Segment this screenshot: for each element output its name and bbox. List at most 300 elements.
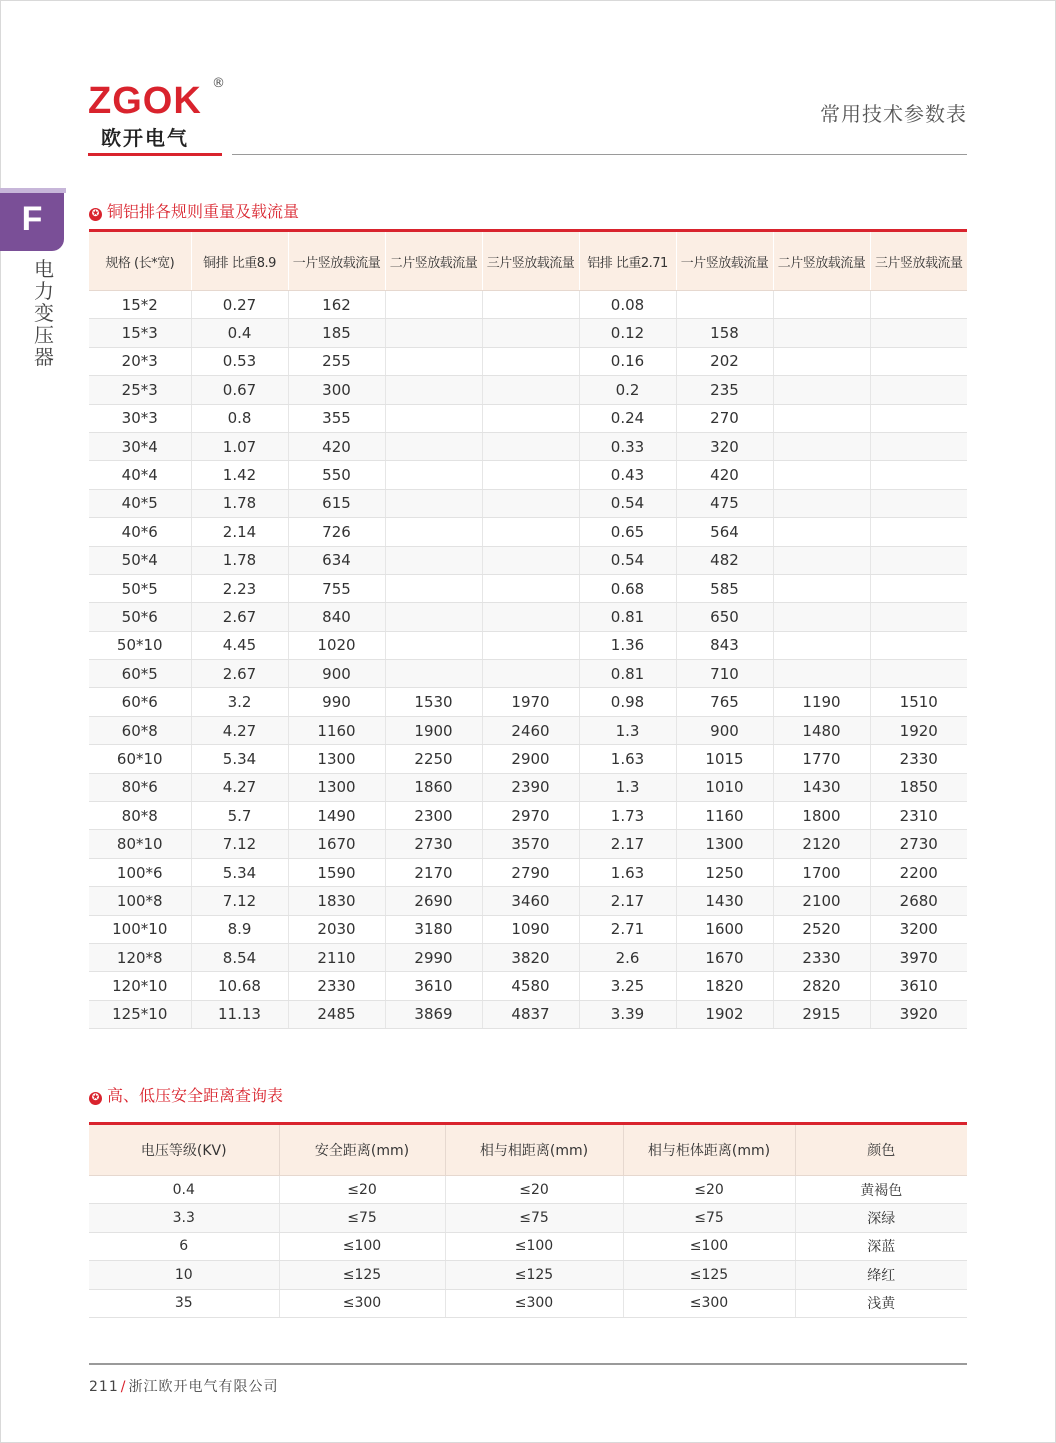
table-cell: 2030 [288, 915, 385, 943]
table-cell: 100*10 [89, 915, 191, 943]
table-cell: 185 [288, 319, 385, 347]
table-cell: 80*8 [89, 802, 191, 830]
table-cell: 355 [288, 404, 385, 432]
table-cell: 2330 [773, 943, 870, 971]
table-cell: 3570 [482, 830, 579, 858]
table-cell: 1.78 [191, 546, 288, 574]
table-cell [870, 631, 967, 659]
table-row [89, 376, 967, 404]
table-cell [385, 347, 482, 375]
busbar-table-header [89, 231, 967, 291]
table-row [89, 1000, 967, 1028]
table-cell [482, 660, 579, 688]
table-cell: 1250 [676, 858, 773, 886]
table-cell: 15*2 [89, 291, 191, 319]
table-cell: 615 [288, 489, 385, 517]
column-header: 一片竖放载流量 [288, 231, 385, 291]
page-number: 211 [89, 1379, 119, 1395]
table-cell: 1900 [385, 716, 482, 744]
table-cell: 浅黄 [795, 1289, 967, 1317]
table-cell: 1.3 [579, 716, 676, 744]
table-cell: ≤300 [279, 1289, 445, 1317]
table-cell [870, 518, 967, 546]
table-cell: ≤75 [623, 1204, 795, 1232]
table-cell: 1510 [870, 688, 967, 716]
table-cell: 50*5 [89, 574, 191, 602]
header-divider [232, 154, 967, 155]
table-cell: 2.6 [579, 943, 676, 971]
table-cell: 1860 [385, 773, 482, 801]
table-cell [385, 489, 482, 517]
table-cell [385, 631, 482, 659]
table-row [89, 915, 967, 943]
table-cell [870, 404, 967, 432]
table-cell: ≤100 [445, 1232, 623, 1260]
table-cell: 235 [676, 376, 773, 404]
table-cell: 2820 [773, 972, 870, 1000]
table-row [89, 802, 967, 830]
table-cell: 10.68 [191, 972, 288, 1000]
table-cell [385, 461, 482, 489]
table-cell: 2520 [773, 915, 870, 943]
logo-wordmark: ZGOK [88, 80, 202, 122]
table-cell: 1300 [676, 830, 773, 858]
table-cell [773, 546, 870, 574]
table-row [89, 716, 967, 744]
table-cell: 2.67 [191, 660, 288, 688]
page-footer [89, 1376, 278, 1396]
table-cell: 1430 [676, 887, 773, 915]
table-cell: 1020 [288, 631, 385, 659]
column-header: 安全距离(mm) [279, 1124, 445, 1176]
table-cell: 765 [676, 688, 773, 716]
table-row [89, 347, 967, 375]
table-cell: 482 [676, 546, 773, 574]
table-cell [870, 603, 967, 631]
safety-table-header [89, 1124, 967, 1176]
column-header: 铝排 比重2.71 [579, 231, 676, 291]
table-cell: 0.33 [579, 432, 676, 460]
section2-title [89, 1083, 283, 1106]
table-cell: 1830 [288, 887, 385, 915]
table-cell: 2.14 [191, 518, 288, 546]
table-cell: 1160 [288, 716, 385, 744]
table-cell: ≤125 [279, 1261, 445, 1289]
table-row [89, 489, 967, 517]
table-row [89, 1204, 967, 1232]
table-cell: 1700 [773, 858, 870, 886]
table-cell: 0.27 [191, 291, 288, 319]
table-cell: 40*6 [89, 518, 191, 546]
table-cell: 3200 [870, 915, 967, 943]
table-cell: ≤75 [279, 1204, 445, 1232]
table-cell: 0.4 [89, 1176, 279, 1204]
table-cell: 1430 [773, 773, 870, 801]
table-cell [870, 432, 967, 460]
table-cell: 2680 [870, 887, 967, 915]
table-cell: 80*10 [89, 830, 191, 858]
table-cell: 20*3 [89, 347, 191, 375]
table-cell: 2900 [482, 745, 579, 773]
table-cell: 990 [288, 688, 385, 716]
column-header: 一片竖放载流量 [676, 231, 773, 291]
table-cell: 0.67 [191, 376, 288, 404]
table-cell [773, 603, 870, 631]
table-row [89, 432, 967, 460]
table-cell [385, 546, 482, 574]
table-cell [482, 603, 579, 631]
table-cell: 2915 [773, 1000, 870, 1028]
table-cell: 1800 [773, 802, 870, 830]
table-cell [385, 376, 482, 404]
table-cell [482, 461, 579, 489]
table-cell: 0.2 [579, 376, 676, 404]
table-cell: 4.27 [191, 773, 288, 801]
table-cell: 2100 [773, 887, 870, 915]
table-row [89, 1289, 967, 1317]
table-cell [482, 291, 579, 319]
table-cell: 320 [676, 432, 773, 460]
table-cell: 270 [676, 404, 773, 432]
table-cell: ≤125 [445, 1261, 623, 1289]
table-cell [385, 291, 482, 319]
table-cell: 125*10 [89, 1000, 191, 1028]
table-cell: 50*6 [89, 603, 191, 631]
section-letter-tab: F [0, 193, 64, 251]
table-cell: 3869 [385, 1000, 482, 1028]
table-cell: 3.3 [89, 1204, 279, 1232]
column-header: 相与相距离(mm) [445, 1124, 623, 1176]
table-cell: ≤75 [445, 1204, 623, 1232]
table-cell: 4.45 [191, 631, 288, 659]
table-cell: 0.53 [191, 347, 288, 375]
table-cell [773, 574, 870, 602]
table-cell [773, 631, 870, 659]
table-cell: 1670 [676, 943, 773, 971]
section2-title-text: 高、低压安全距离查询表 [107, 1086, 284, 1105]
table-cell: 黄褐色 [795, 1176, 967, 1204]
table-cell: 2.71 [579, 915, 676, 943]
table-cell [482, 376, 579, 404]
table-cell: 15*3 [89, 319, 191, 347]
table-cell: 3820 [482, 943, 579, 971]
table-cell [482, 574, 579, 602]
table-cell: 25*3 [89, 376, 191, 404]
table-cell: 1530 [385, 688, 482, 716]
table-cell: 2310 [870, 802, 967, 830]
table-cell: 4.27 [191, 716, 288, 744]
table-cell [870, 291, 967, 319]
table-cell: 1670 [288, 830, 385, 858]
column-header: 电压等级(KV) [89, 1124, 279, 1176]
table-cell: 0.08 [579, 291, 676, 319]
table-cell: 1.42 [191, 461, 288, 489]
table-cell: 2730 [385, 830, 482, 858]
table-row [89, 518, 967, 546]
table-row [89, 972, 967, 1000]
table-cell: 2390 [482, 773, 579, 801]
table-cell: 50*4 [89, 546, 191, 574]
table-row [89, 688, 967, 716]
table-cell: 7.12 [191, 830, 288, 858]
safety-distance-table [89, 1122, 967, 1318]
table-cell [773, 461, 870, 489]
table-cell: 3180 [385, 915, 482, 943]
table-cell: 120*8 [89, 943, 191, 971]
table-cell: 1.36 [579, 631, 676, 659]
table-cell: 475 [676, 489, 773, 517]
table-cell [385, 432, 482, 460]
table-cell: 2110 [288, 943, 385, 971]
table-cell: ≤100 [279, 1232, 445, 1260]
table-row [89, 603, 967, 631]
table-cell: 100*8 [89, 887, 191, 915]
table-cell: 1.3 [579, 773, 676, 801]
footer-company: 浙江欧开电气有限公司 [128, 1379, 279, 1395]
table-row [89, 660, 967, 688]
table-row [89, 1232, 967, 1260]
table-cell: 650 [676, 603, 773, 631]
table-cell: 900 [288, 660, 385, 688]
table-cell: 2.67 [191, 603, 288, 631]
table-row [89, 631, 967, 659]
table-cell: 2970 [482, 802, 579, 830]
table-cell [870, 574, 967, 602]
table-cell [482, 404, 579, 432]
table-cell: 0.4 [191, 319, 288, 347]
logo-company-name: 欧开电气 [101, 126, 189, 150]
category-label: 电力变压器 [34, 257, 54, 369]
table-cell: 1970 [482, 688, 579, 716]
table-cell: 11.13 [191, 1000, 288, 1028]
table-cell [482, 489, 579, 517]
table-cell: 8.9 [191, 915, 288, 943]
table-cell: 2170 [385, 858, 482, 886]
table-cell: 2730 [870, 830, 967, 858]
table-cell: 1480 [773, 716, 870, 744]
table-cell: 1.63 [579, 858, 676, 886]
table-cell: 1.78 [191, 489, 288, 517]
table-row [89, 461, 967, 489]
table-cell: 2120 [773, 830, 870, 858]
table-cell: 60*6 [89, 688, 191, 716]
table-cell [482, 432, 579, 460]
table-cell: 1.73 [579, 802, 676, 830]
table-cell: 60*5 [89, 660, 191, 688]
column-header: 规格 (长*宽) [89, 231, 191, 291]
table-cell: 3.2 [191, 688, 288, 716]
table-cell: 710 [676, 660, 773, 688]
table-cell: 900 [676, 716, 773, 744]
table-cell [870, 319, 967, 347]
table-cell [773, 660, 870, 688]
table-cell: 1160 [676, 802, 773, 830]
table-cell [870, 461, 967, 489]
table-cell: 2330 [870, 745, 967, 773]
table-cell [870, 660, 967, 688]
page-title: 常用技术参数表 [820, 102, 967, 126]
table-cell: 1920 [870, 716, 967, 744]
table-cell [870, 347, 967, 375]
table-cell [482, 319, 579, 347]
table-row [89, 943, 967, 971]
table-row [89, 1261, 967, 1289]
table-cell: 2.23 [191, 574, 288, 602]
table-cell: 8.54 [191, 943, 288, 971]
column-header: 三片竖放载流量 [870, 231, 967, 291]
table-cell [773, 432, 870, 460]
table-cell: 5.34 [191, 858, 288, 886]
table-row [89, 404, 967, 432]
footer-divider [89, 1363, 967, 1365]
table-cell: 3.25 [579, 972, 676, 1000]
table-cell: 1015 [676, 745, 773, 773]
table-cell [385, 319, 482, 347]
table-row [89, 291, 967, 319]
table-cell: ≤20 [623, 1176, 795, 1204]
table-cell: 1190 [773, 688, 870, 716]
table-cell [773, 291, 870, 319]
table-cell [482, 631, 579, 659]
section1-title [89, 199, 299, 222]
table-cell: 1010 [676, 773, 773, 801]
table-cell: 深绿 [795, 1204, 967, 1232]
table-cell [773, 376, 870, 404]
table-cell: 100*6 [89, 858, 191, 886]
table-cell: 1300 [288, 745, 385, 773]
table-cell: 2485 [288, 1000, 385, 1028]
table-cell: 1820 [676, 972, 773, 1000]
table-cell: 1590 [288, 858, 385, 886]
table-cell: 1600 [676, 915, 773, 943]
table-cell: 2460 [482, 716, 579, 744]
table-row [89, 574, 967, 602]
table-cell: 585 [676, 574, 773, 602]
table-cell: 3610 [385, 972, 482, 1000]
table-cell: 2250 [385, 745, 482, 773]
table-cell: 2200 [870, 858, 967, 886]
table-cell: 40*5 [89, 489, 191, 517]
table-cell: ≤300 [623, 1289, 795, 1317]
table-cell [870, 376, 967, 404]
table-cell [385, 660, 482, 688]
table-cell: 1300 [288, 773, 385, 801]
table-cell: 0.16 [579, 347, 676, 375]
table-cell: ≤300 [445, 1289, 623, 1317]
table-cell: 755 [288, 574, 385, 602]
table-cell: 4580 [482, 972, 579, 1000]
table-cell: 0.68 [579, 574, 676, 602]
table-cell [773, 489, 870, 517]
table-cell: 564 [676, 518, 773, 546]
table-cell: 3920 [870, 1000, 967, 1028]
table-cell: 深蓝 [795, 1232, 967, 1260]
table-row [89, 745, 967, 773]
table-row [89, 1176, 967, 1204]
table-cell: 1902 [676, 1000, 773, 1028]
table-cell: 0.8 [191, 404, 288, 432]
table-cell: 300 [288, 376, 385, 404]
column-header: 相与柜体距离(mm) [623, 1124, 795, 1176]
table-row [89, 887, 967, 915]
column-header: 二片竖放载流量 [385, 231, 482, 291]
table-cell [870, 546, 967, 574]
table-cell: 7.12 [191, 887, 288, 915]
logo-underline [88, 153, 222, 156]
table-cell: 162 [288, 291, 385, 319]
column-header: 三片竖放载流量 [482, 231, 579, 291]
table-cell: 30*4 [89, 432, 191, 460]
table-cell: ≤20 [279, 1176, 445, 1204]
table-cell [870, 489, 967, 517]
table-cell [676, 291, 773, 319]
column-header: 铜排 比重8.9 [191, 231, 288, 291]
table-cell: 2790 [482, 858, 579, 886]
table-row [89, 319, 967, 347]
brand-logo [88, 76, 225, 151]
column-header: 颜色 [795, 1124, 967, 1176]
table-cell: 0.81 [579, 660, 676, 688]
table-row [89, 773, 967, 801]
table-row [89, 546, 967, 574]
table-cell: 158 [676, 319, 773, 347]
table-cell: ≤100 [623, 1232, 795, 1260]
table-cell: 60*10 [89, 745, 191, 773]
table-cell [385, 404, 482, 432]
table-cell: 3.39 [579, 1000, 676, 1028]
table-cell: 0.65 [579, 518, 676, 546]
table-cell [385, 603, 482, 631]
table-cell [385, 518, 482, 546]
table-cell: 0.43 [579, 461, 676, 489]
table-cell: 35 [89, 1289, 279, 1317]
table-cell: 843 [676, 631, 773, 659]
table-cell: 绛红 [795, 1261, 967, 1289]
table-cell [385, 574, 482, 602]
table-cell: 634 [288, 546, 385, 574]
table-cell [773, 319, 870, 347]
table-cell: 550 [288, 461, 385, 489]
table-cell: 60*8 [89, 716, 191, 744]
table-cell: 2.17 [579, 830, 676, 858]
table-cell: 6 [89, 1232, 279, 1260]
table-cell: 2.17 [579, 887, 676, 915]
star-bullet-icon: ✪ [89, 1092, 102, 1105]
table-cell: 2300 [385, 802, 482, 830]
column-header: 二片竖放载流量 [773, 231, 870, 291]
star-bullet-icon: ✪ [89, 208, 102, 221]
table-cell: 0.81 [579, 603, 676, 631]
footer-separator: / [120, 1379, 127, 1395]
table-cell: 1770 [773, 745, 870, 773]
table-cell [482, 518, 579, 546]
table-cell: 2690 [385, 887, 482, 915]
table-cell: 726 [288, 518, 385, 546]
table-cell: 30*3 [89, 404, 191, 432]
table-cell: 1090 [482, 915, 579, 943]
table-cell: ≤20 [445, 1176, 623, 1204]
table-cell: 1850 [870, 773, 967, 801]
table-cell: 420 [288, 432, 385, 460]
table-cell: 0.12 [579, 319, 676, 347]
table-cell: 0.54 [579, 546, 676, 574]
table-row [89, 858, 967, 886]
section1-title-text: 铜铝排各规则重量及载流量 [107, 202, 300, 221]
table-cell [482, 347, 579, 375]
table-cell: 2990 [385, 943, 482, 971]
table-cell [482, 546, 579, 574]
table-cell: 0.54 [579, 489, 676, 517]
